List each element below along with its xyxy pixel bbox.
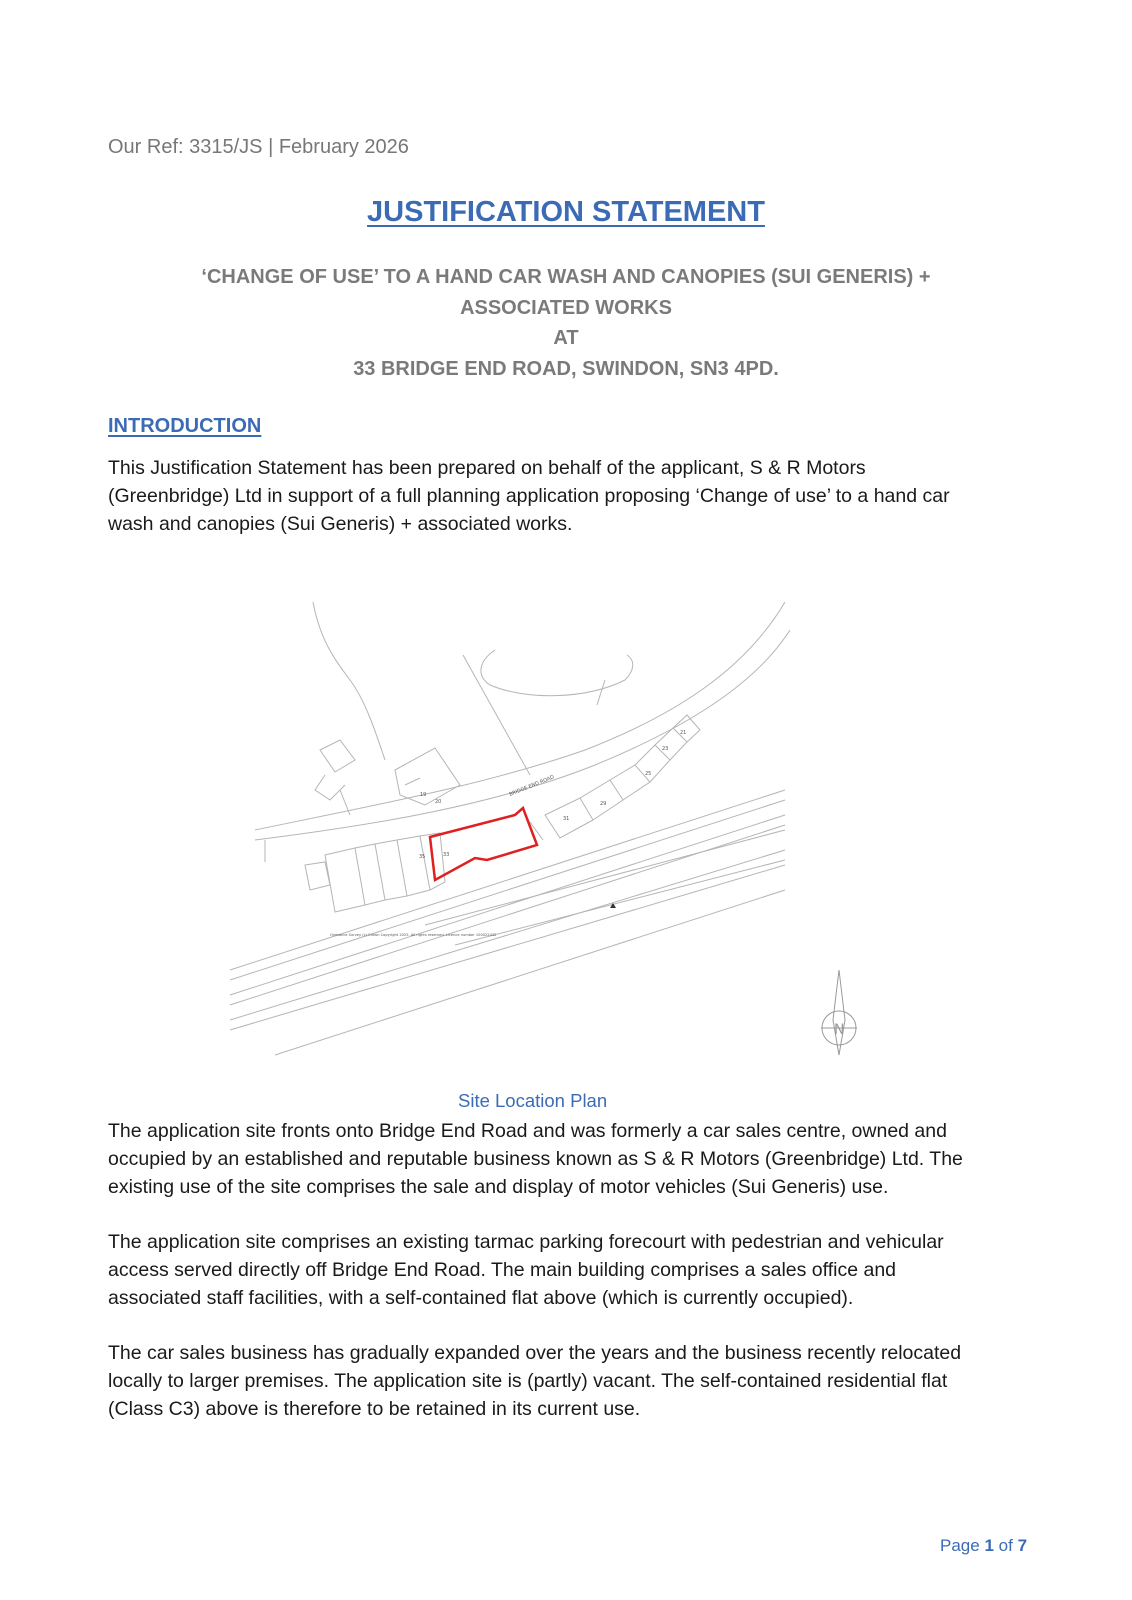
paragraph-line: access served directly off Bridge End Road. The main building comprises a sales office and — [108, 1259, 897, 1281]
rail-line — [425, 830, 785, 925]
map-line — [673, 715, 700, 742]
page-total: 7 — [1017, 1536, 1028, 1555]
paragraph-line: (Class C3) above is therefore to be retained in its current use. — [108, 1398, 641, 1420]
rail-line — [455, 860, 785, 945]
map-line — [610, 765, 650, 800]
house-number: 23 — [662, 746, 669, 752]
rail-line — [230, 850, 785, 1020]
paragraph-line: The car sales business has gradually expanded over the years and the business recently relocated — [108, 1342, 962, 1364]
house-number: 20 — [435, 799, 442, 805]
paragraph-site-description — [108, 1117, 1033, 1201]
map-line — [325, 848, 365, 912]
subtitle-line: AT — [553, 327, 579, 349]
paragraph-line: The application site fronts onto Bridge End Road and was formerly a car sales centre, owned and — [108, 1120, 947, 1142]
rail-line — [230, 815, 785, 995]
paragraph-line: existing use of the site comprises the sale and display of motor vehicles (Sui Generis) use. — [108, 1176, 889, 1198]
paragraph-line: The application site comprises an existing tarmac parking forecourt with pedestrian and vehicular — [108, 1231, 944, 1253]
figure-caption: Site Location Plan — [458, 1090, 608, 1111]
page-separator: of — [998, 1536, 1013, 1555]
map-line — [315, 775, 345, 800]
document-title: JUSTIFICATION STATEMENT — [367, 196, 765, 228]
paragraph-line: This Justification Statement has been prepared on behalf of the applicant, S & R Motors — [108, 457, 866, 479]
paragraph-business-relocation — [108, 1339, 1033, 1423]
paragraph-line: associated staff facilities, with a self-contained flat above (which is currently occupied). — [108, 1287, 854, 1309]
house-number: 29 — [600, 801, 607, 807]
map-line — [481, 650, 633, 696]
document-subtitle — [0, 262, 1132, 384]
house-number: 33 — [443, 852, 450, 858]
paragraph-line: (Greenbridge) Ltd in support of a full planning application proposing ‘Change of use’ to a hand car — [108, 485, 950, 507]
map-line — [463, 655, 530, 775]
subtitle-line: 33 BRIDGE END ROAD, SWINDON, SN3 4PD. — [353, 357, 779, 380]
rail-line — [275, 890, 785, 1055]
paragraph-line: locally to larger premises. The application site is (partly) vacant. The self-contained residential flat — [108, 1370, 948, 1392]
paragraph-site-access — [108, 1228, 1033, 1312]
page-number — [940, 1536, 1027, 1556]
subtitle-line: ‘CHANGE OF USE’ TO A HAND CAR WASH AND CANOPIES (SUI GENERIS) + — [201, 266, 931, 288]
paragraph-line: wash and canopies (Sui Generis) + associated works. — [108, 513, 573, 535]
house-number: 35 — [419, 854, 426, 860]
house-number: 25 — [645, 771, 652, 777]
map-line — [320, 740, 355, 772]
introduction-heading: INTRODUCTION — [108, 415, 262, 437]
house-number: 21 — [680, 730, 687, 736]
site-boundary — [430, 808, 537, 880]
house-number: 31 — [563, 816, 570, 822]
map-line — [395, 748, 460, 805]
map-line — [305, 862, 330, 890]
map-line — [580, 780, 623, 820]
page-current: 1 — [984, 1536, 994, 1555]
intro-paragraph — [108, 454, 1033, 538]
road-label: BRIDGE END ROAD — [508, 774, 556, 798]
page-prefix: Page — [940, 1536, 980, 1555]
reference-line: Our Ref: 3315/JS | February 2026 — [108, 136, 409, 158]
map-line — [597, 680, 605, 705]
north-arrow-icon — [821, 970, 857, 1055]
map-line — [405, 778, 420, 785]
paragraph-line: occupied by an established and reputable business known as S & R Motors (Greenbridge) Ltd. The — [108, 1148, 963, 1170]
north-label: N — [834, 1022, 845, 1038]
map-line — [313, 602, 385, 760]
map-copyright: Ordnance Survey (c) Crown Copyright 2025. All rights reserved. Licence number 100022432 — [330, 933, 497, 937]
site-location-plan-map — [225, 600, 895, 1090]
subtitle-line: ASSOCIATED WORKS — [460, 296, 672, 319]
house-number: 19 — [420, 792, 427, 798]
